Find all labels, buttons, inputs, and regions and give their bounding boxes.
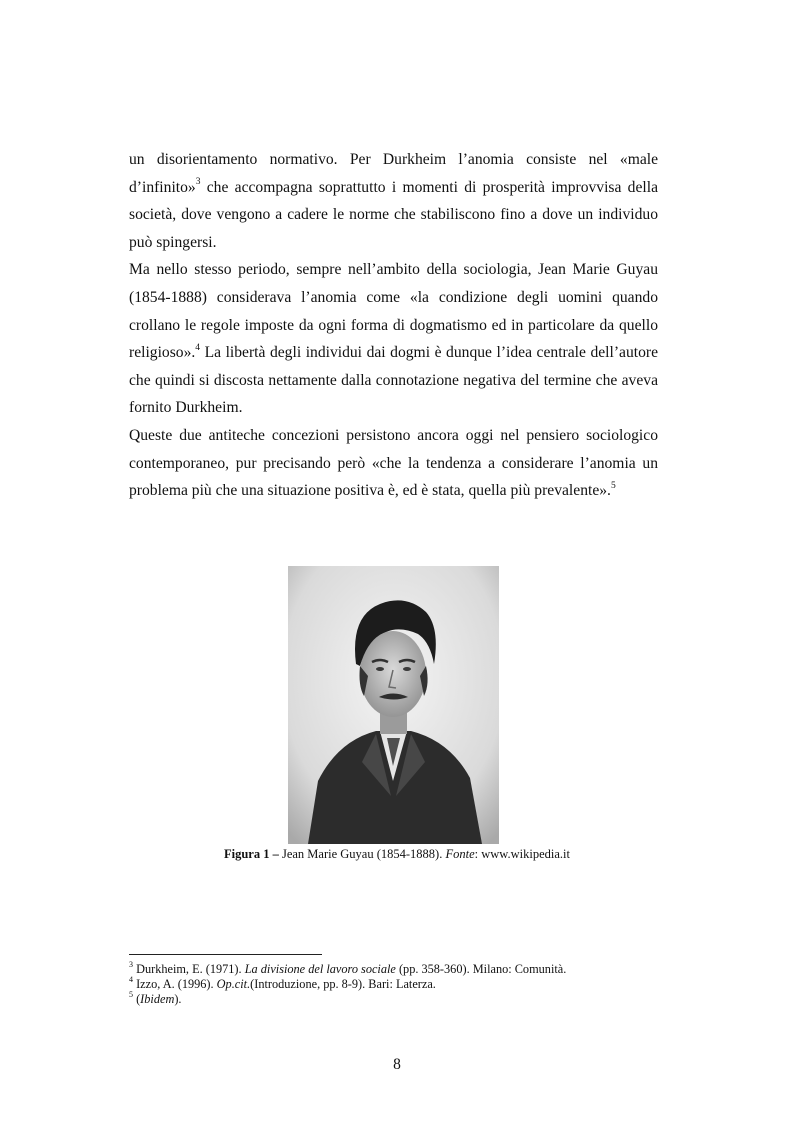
text-run: Durkheim, E. (1971). xyxy=(133,962,245,976)
footnote-divider xyxy=(129,954,322,955)
text-run: ). xyxy=(174,992,182,1006)
italic-text: La divisione del lavoro sociale xyxy=(244,962,396,976)
footnote-marker: 5 xyxy=(129,989,133,999)
italic-text: Ibidem xyxy=(140,992,175,1006)
text-run: (Introduzione, pp. 8-9). Bari: Laterza. xyxy=(250,977,436,991)
page-number: 8 xyxy=(393,1056,401,1073)
figure-label: Figura 1 – xyxy=(223,847,279,861)
footnote-marker: 3 xyxy=(195,177,201,188)
text-run: ( xyxy=(133,992,141,1006)
footnotes xyxy=(129,959,669,1007)
footnote-marker: 4 xyxy=(195,342,201,353)
italic-text: Op.cit. xyxy=(216,977,251,991)
text-run: che accompagna soprattutto i momenti di prosperità improvvisa della società, dove vengono a cadere le norme che stabiliscono fino a dove un individuo può spingersi. xyxy=(129,178,658,251)
text-run: La libertà degli individui dai dogmi è dunque l’idea centrale dell’autore che quindi si discosta nettamente dalla connotazione negativa del termine che aveva fornito Durkheim. xyxy=(129,344,658,417)
paragraph xyxy=(129,422,658,505)
text-run: Queste due antiteche concezioni persistono ancora oggi nel pensiero sociologico contemporaneo, pur precisando però «che la tendenza a considerare l’anomia un problema più che una situazione positiva è, ed è stata, quella più prevalente». xyxy=(129,426,658,500)
text-run: (pp. 358-360). Milano: Comunità. xyxy=(395,962,567,976)
footnote xyxy=(129,974,669,992)
footnote xyxy=(129,989,669,1007)
figure-source-label: Fonte xyxy=(445,847,475,861)
text-run: un disorientamento normativo. Per Durkheim l’anomia consiste nel «male d’infinito» xyxy=(129,151,658,196)
figure-caption-text: Jean Marie Guyau (1854-1888). xyxy=(278,847,446,861)
footnote-marker: 3 xyxy=(129,959,133,969)
body-text xyxy=(129,146,658,505)
footnote xyxy=(129,959,669,977)
figure-caption xyxy=(0,846,794,862)
footnote-marker: 5 xyxy=(610,480,616,491)
text-run: Izzo, A. (1996). xyxy=(133,977,217,991)
text-run: Ma nello stesso periodo, sempre nell’ambito della sociologia, Jean Marie Guyau (1854-1888) considerava l’anomia come «la condizione degli uomini quando crollano le regole imposte da ogni forma di dogmatismo ed in particolare da quello religioso». xyxy=(129,261,658,362)
portrait-photo xyxy=(288,566,499,844)
footnote-marker: 4 xyxy=(129,974,133,984)
figure-source-text: : www.wikipedia.it xyxy=(474,847,570,861)
paragraph xyxy=(129,146,658,256)
paragraph xyxy=(129,256,658,422)
